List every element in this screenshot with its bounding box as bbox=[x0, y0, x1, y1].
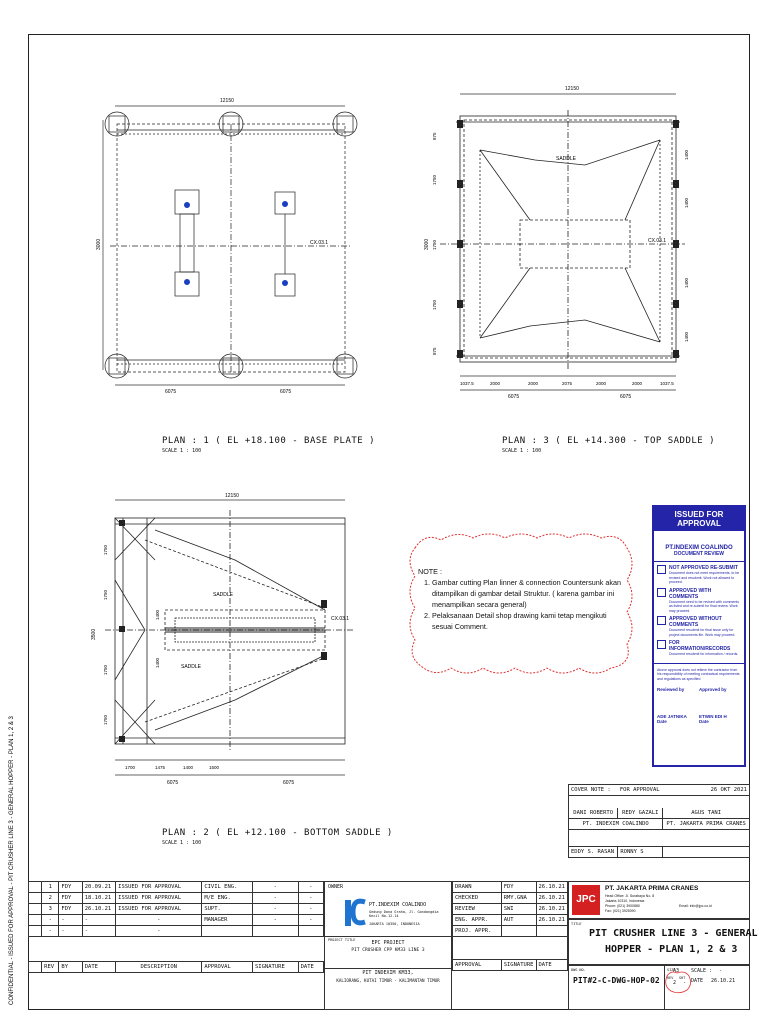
rev-no: 1 bbox=[42, 882, 59, 893]
plan-2-dim-bottom-2: 1475 bbox=[155, 765, 166, 770]
cover-note-table bbox=[568, 784, 750, 858]
project-line-1: EPC PROJECT bbox=[371, 940, 405, 946]
rev-header-rev: REV bbox=[42, 962, 59, 973]
plan-3-dim-left-5: 875 bbox=[432, 347, 437, 355]
approval-option-desc: Document need to be revised with comments as listed and re-submit for final review. Work may proceed. bbox=[669, 599, 740, 613]
revision-row bbox=[29, 882, 324, 893]
approval-option bbox=[654, 637, 744, 657]
approval-checkbox[interactable] bbox=[657, 588, 666, 597]
contractor-line: Jakarta 10310, Indonesia bbox=[605, 899, 645, 903]
plan-2-dim-bottom-3: 1400 bbox=[183, 765, 194, 770]
plan-1-dim-top: 12150 bbox=[220, 98, 234, 104]
plan-3-dim-right-4: 1400 bbox=[684, 331, 689, 342]
plan-1-drawing bbox=[95, 80, 365, 400]
reviewer-name: ADE JATNIKA bbox=[657, 714, 687, 719]
cover-company: PT. INDEXIM COALINDO bbox=[569, 819, 663, 830]
plan-3-dim-b2: 6075 bbox=[620, 394, 632, 400]
drawn-footer-date: DATE bbox=[536, 960, 568, 971]
plan-2-dim-left-1: 1750 bbox=[103, 544, 108, 555]
contractor-line: Phone: (021) 3900880 bbox=[605, 904, 640, 908]
plan-2-drawing bbox=[85, 490, 375, 810]
plan-3-scale: SCALE 1 : 100 bbox=[502, 448, 542, 454]
plan-2-dim-left-4: 1750 bbox=[103, 714, 108, 725]
plan-3-dim-left-4: 1750 bbox=[432, 299, 437, 310]
owner-name: PT.INDEXIM COALINDO bbox=[369, 902, 427, 908]
approval-header: ISSUED FOR APPROVAL bbox=[654, 507, 744, 531]
rev-by: FDY bbox=[59, 893, 82, 904]
eng-sig: - bbox=[252, 882, 298, 893]
plan-3-dim-left-1: 875 bbox=[432, 132, 437, 140]
drawn-date: 26.10.21 bbox=[536, 915, 568, 926]
dwg-number-row bbox=[568, 965, 750, 1010]
plan-2-axis-label: CX.03.1 bbox=[331, 616, 350, 622]
drawn-by: SWI bbox=[501, 904, 536, 915]
drawn-footer-signature: SIGNATURE bbox=[501, 960, 536, 971]
cover-blank bbox=[663, 847, 750, 858]
drawn-by: FDY bbox=[501, 882, 536, 893]
approval-checkbox[interactable] bbox=[657, 616, 666, 625]
rev-by: FDY bbox=[59, 904, 82, 915]
drawn-row bbox=[453, 926, 568, 937]
revision-row bbox=[29, 904, 324, 915]
approval-option bbox=[654, 585, 744, 614]
rev-no: - bbox=[42, 926, 59, 937]
drawn-role: ENG. APPR. bbox=[453, 915, 502, 926]
reviewer-date-label: Date bbox=[657, 719, 667, 724]
plan-2-saddle-label-2: SADDLE bbox=[181, 664, 202, 670]
drawn-table bbox=[452, 881, 568, 971]
rev-by: - bbox=[59, 926, 82, 937]
plan-2-saddle-label-1: SADDLE bbox=[213, 592, 234, 598]
approval-sig-labels bbox=[654, 687, 744, 692]
plan-3-title: PLAN : 3 ( EL +14.300 - TOP SADDLE ) bbox=[502, 436, 716, 446]
contractor-logo: JPC bbox=[572, 885, 600, 915]
dwg-no-value: PIT#2-C-DWG-HOP-02 bbox=[573, 976, 660, 985]
owner-address-2: JAKARTA 10350, INDONESIA bbox=[369, 922, 420, 926]
location-line-1: PIT INDEXIM KM33, bbox=[362, 970, 414, 976]
rev-desc: - bbox=[116, 915, 202, 926]
plan-3-dim-bottom-3: 2000 bbox=[528, 381, 539, 386]
approval-checkbox[interactable] bbox=[657, 640, 666, 649]
plan-1-dim-left: 3000 bbox=[96, 238, 102, 250]
eng-date: - bbox=[298, 882, 323, 893]
drawing-title-line-2: HOPPER - PLAN 1, 2 & 3 bbox=[605, 944, 738, 955]
cover-name: AGUS TANI bbox=[663, 808, 750, 819]
date-value-tb: 26.10.21 bbox=[711, 978, 736, 984]
revision-table bbox=[28, 881, 324, 973]
scale-value: - bbox=[719, 968, 723, 974]
approver-name: ETWIN EDI H bbox=[699, 714, 727, 719]
rev-cloud-marker bbox=[663, 970, 693, 994]
plan-1-axis-label: CX.03.1 bbox=[310, 240, 329, 246]
approval-option-desc: Document resubmit for information / records. bbox=[669, 652, 739, 656]
drawing-title-block bbox=[568, 919, 758, 965]
side-margin-label: CONFIDENTIAL - ISSUED FOR APPROVAL - PIT CRUSHER LINE 3 - GENERAL HOPPER - PLAN 1, 2 & 3 bbox=[9, 716, 15, 1005]
rev-header-approval: APPROVAL bbox=[202, 962, 253, 973]
revision-row bbox=[29, 893, 324, 904]
plan-1-title: PLAN : 1 ( EL +18.100 - BASE PLATE ) bbox=[162, 436, 376, 446]
eng-role: SUPT. bbox=[202, 904, 253, 915]
approval-option-label: FOR INFORMATION/RECORDS bbox=[669, 640, 731, 652]
rev-desc: ISSUED FOR APPROVAL bbox=[116, 904, 202, 915]
owner-address-1: Gedung Dana Graha, Jl. Gondangdia Kecil No.12-14 bbox=[369, 910, 439, 918]
plan-3-dim-left-2: 1750 bbox=[432, 174, 437, 185]
contractor-line: Email: info@jpc.co.id bbox=[679, 904, 712, 908]
note-heading: NOTE : bbox=[418, 567, 442, 576]
plan-2-dim-left-2: 1750 bbox=[103, 589, 108, 600]
eng-sig: - bbox=[252, 915, 298, 926]
drawn-row bbox=[453, 915, 568, 926]
rev-date: 26.10.21 bbox=[82, 904, 115, 915]
eng-role: MANAGER bbox=[202, 915, 253, 926]
project-line-2: PIT CRUSHER CPP KM33 LINE 3 bbox=[351, 948, 425, 953]
drawn-date: 26.10.21 bbox=[536, 893, 568, 904]
plan-3-dim-bottom-2: 2000 bbox=[490, 381, 501, 386]
plan-2-dim-b1: 6075 bbox=[167, 780, 179, 786]
location-line-2: KALIORANG, KUTAI TIMUR - KALIMANTAN TIMUR bbox=[336, 978, 440, 983]
size-label: SIZE bbox=[667, 968, 676, 972]
approval-review-label: DOCUMENT REVIEW bbox=[654, 551, 744, 562]
reviewed-by-label: Reviewed by bbox=[657, 687, 685, 692]
note-item: 1. Gambar cutting Plan linner & connection Countersunk akan ditampilkan di gambar detail Struktur. ( karena gambar ini menampilkan secara general) bbox=[432, 577, 628, 610]
rev-no: 3 bbox=[42, 904, 59, 915]
plan-2-dim-b2: 6075 bbox=[283, 780, 295, 786]
drawn-row bbox=[453, 882, 568, 893]
scale-label: SCALE : bbox=[691, 968, 713, 974]
owner-label: OWNER bbox=[328, 884, 344, 890]
drawing-title-line-1: PIT CRUSHER LINE 3 - GENERAL bbox=[589, 928, 758, 939]
approval-option-desc: Document resubmit for final issue only for project documents file. Work may proceed. bbox=[669, 628, 736, 637]
rev-desc: ISSUED FOR APPROVAL bbox=[116, 893, 202, 904]
dwg-no-label: DWG NO. bbox=[571, 968, 586, 972]
drawn-role: PROJ. APPR. bbox=[453, 926, 502, 937]
eng-date: - bbox=[298, 893, 323, 904]
cover-name-2: EDDY S. RASAN bbox=[569, 847, 618, 858]
rev-value-tb: 2 bbox=[673, 980, 677, 986]
plan-3-axis-label: CX.03.1 bbox=[648, 238, 667, 244]
eng-sig: - bbox=[252, 904, 298, 915]
approval-sig-dates bbox=[654, 719, 744, 724]
plan-2-dim-left-3: 1750 bbox=[103, 664, 108, 675]
approval-company: PT.INDEXIM COALINDO bbox=[665, 545, 733, 551]
rev-by: - bbox=[59, 915, 82, 926]
drawn-role: DRAWN bbox=[453, 882, 502, 893]
drawn-footer-row bbox=[453, 960, 568, 971]
approval-stamp bbox=[652, 505, 746, 767]
plan-3-dim-top: 12150 bbox=[565, 86, 579, 92]
approval-option-label: APPROVED WITH COMMENTS bbox=[669, 587, 712, 600]
owner-logo-icon bbox=[343, 896, 367, 928]
project-title-label: PROJECT TITLE bbox=[328, 938, 356, 942]
size-value: A3 bbox=[673, 968, 680, 974]
cover-note-label: COVER NOTE : bbox=[569, 785, 618, 796]
plan-2-dim-inner-2: 1400 bbox=[155, 657, 160, 668]
drawn-date bbox=[536, 926, 568, 937]
drawn-date: 26.10.21 bbox=[536, 882, 568, 893]
plan-2-dim-left: 3500 bbox=[91, 628, 97, 640]
rev-desc: ISSUED FOR APPROVAL bbox=[116, 882, 202, 893]
drawn-by: AUT bbox=[501, 915, 536, 926]
drawn-date: 26.10.21 bbox=[536, 904, 568, 915]
plan-3-dim-b1: 6075 bbox=[508, 394, 520, 400]
rev-header-desc: DESCRIPTION bbox=[116, 962, 202, 973]
contractor-name: PT. JAKARTA PRIMA CRANES bbox=[605, 885, 699, 892]
rev-desc: - bbox=[116, 926, 202, 937]
eng-sig: - bbox=[252, 893, 298, 904]
approval-option-desc: Document does not meet requirements, to be revised and resubmit. Work not allowed to proceed. bbox=[669, 571, 740, 584]
plan-3-dim-bottom-4: 2075 bbox=[562, 381, 573, 386]
plan-2-dim-bottom-1: 1700 bbox=[125, 765, 136, 770]
plan-3-dim-right-1: 1400 bbox=[684, 149, 689, 160]
plan-2-title: PLAN : 2 ( EL +12.100 - BOTTOM SADDLE ) bbox=[162, 828, 393, 838]
plan-3-dim-bottom-6: 2000 bbox=[632, 381, 643, 386]
rev-header-by: BY bbox=[59, 962, 82, 973]
title-label: TITLE bbox=[571, 922, 582, 926]
rev-header-sdate: DATE bbox=[298, 962, 323, 973]
drawn-role: CHECKED bbox=[453, 893, 502, 904]
drawn-role: REVIEW bbox=[453, 904, 502, 915]
approval-option-label: APPROVED WITHOUT COMMENTS bbox=[669, 616, 722, 628]
plan-1-dim-b2: 6075 bbox=[280, 389, 292, 395]
approval-option bbox=[654, 613, 744, 637]
plan-3-dim-right-3: 1400 bbox=[684, 277, 689, 288]
drawn-by: RMY.GNA bbox=[501, 893, 536, 904]
plan-2-scale: SCALE 1 : 100 bbox=[162, 840, 202, 846]
cover-note-value: FOR APPROVAL bbox=[618, 785, 663, 796]
rev-date: - bbox=[82, 915, 115, 926]
approver-date-label: Date bbox=[699, 719, 709, 724]
eng-date: - bbox=[298, 904, 323, 915]
plan-3-dim-left-3: 1750 bbox=[432, 239, 437, 250]
eng-date: - bbox=[298, 915, 323, 926]
revision-header-row bbox=[29, 962, 324, 973]
note-item: 2. Pelaksanaan Detail shop drawing kami tetap mengikuti sesuai Comment. bbox=[432, 610, 628, 632]
plan-2-dim-bottom-4: 1500 bbox=[209, 765, 220, 770]
rev-header-date: DATE bbox=[82, 962, 115, 973]
contractor-line: Head Office: Jl. Surabaya No. 8 bbox=[605, 894, 655, 898]
approval-option-label: NOT APPROVED RE-SUBMIT bbox=[669, 565, 738, 571]
note-block bbox=[418, 566, 628, 632]
approval-option bbox=[654, 562, 744, 585]
approval-checkbox[interactable] bbox=[657, 565, 666, 574]
rev-no: - bbox=[42, 915, 59, 926]
plan-2-dim-top: 12150 bbox=[225, 493, 239, 499]
date-label-tb: DATE bbox=[691, 978, 704, 984]
drawn-footer-approval: APPROVAL bbox=[453, 960, 502, 971]
sht-value: - bbox=[683, 980, 687, 986]
plan-3-dim-bottom-7: 1037.5 bbox=[660, 381, 674, 386]
owner-block bbox=[324, 881, 452, 1010]
plan-3-drawing bbox=[420, 80, 700, 410]
rev-label-tb: REV bbox=[667, 976, 674, 980]
cover-name: DANI ROBERTO bbox=[569, 808, 618, 819]
revision-row bbox=[29, 926, 324, 937]
eng-role: CIVIL ENG. bbox=[202, 882, 253, 893]
plan-3-dim-right-2: 1400 bbox=[684, 197, 689, 208]
plan-2-dim-inner-1: 1400 bbox=[155, 609, 160, 620]
rev-date: 18.10.21 bbox=[82, 893, 115, 904]
rev-date: 20.09.21 bbox=[82, 882, 115, 893]
plan-1-scale: SCALE 1 : 100 bbox=[162, 448, 202, 454]
rev-by: FDY bbox=[59, 882, 82, 893]
contractor-line: Fax: (021) 3925090 bbox=[605, 909, 636, 913]
rev-no: 2 bbox=[42, 893, 59, 904]
plan-3-dim-bottom-5: 2000 bbox=[596, 381, 607, 386]
approved-by-label: Approved by bbox=[699, 687, 727, 692]
side-margin-text bbox=[6, 490, 16, 1010]
drawn-row bbox=[453, 893, 568, 904]
rev-date: - bbox=[82, 926, 115, 937]
contractor-block bbox=[568, 881, 750, 919]
cover-note-date: 26 OKT 2021 bbox=[663, 785, 750, 796]
sht-label: SHT bbox=[679, 976, 686, 980]
rev-header-signature: SIGNATURE bbox=[252, 962, 298, 973]
drawn-by bbox=[501, 926, 536, 937]
plan-3-dim-left: 3000 bbox=[424, 238, 430, 250]
plan-3-saddle-label: SADDLE bbox=[556, 156, 577, 162]
note-list bbox=[418, 577, 628, 632]
eng-role: M/E ENG. bbox=[202, 893, 253, 904]
approval-footer: Above approval does not relieve the contractor from his responsibility of meeting contractual requirements and regulations as specified bbox=[654, 663, 744, 686]
revision-row bbox=[29, 915, 324, 926]
drawn-row bbox=[453, 904, 568, 915]
plan-1-dim-b1: 6075 bbox=[165, 389, 177, 395]
cover-name-2: RONNY S bbox=[618, 847, 663, 858]
cover-name: REDY GAZALI bbox=[618, 808, 663, 819]
cover-company: PT. JAKARTA PRIMA CRANES bbox=[663, 819, 750, 830]
plan-3-dim-bottom-1: 1037.5 bbox=[460, 381, 474, 386]
